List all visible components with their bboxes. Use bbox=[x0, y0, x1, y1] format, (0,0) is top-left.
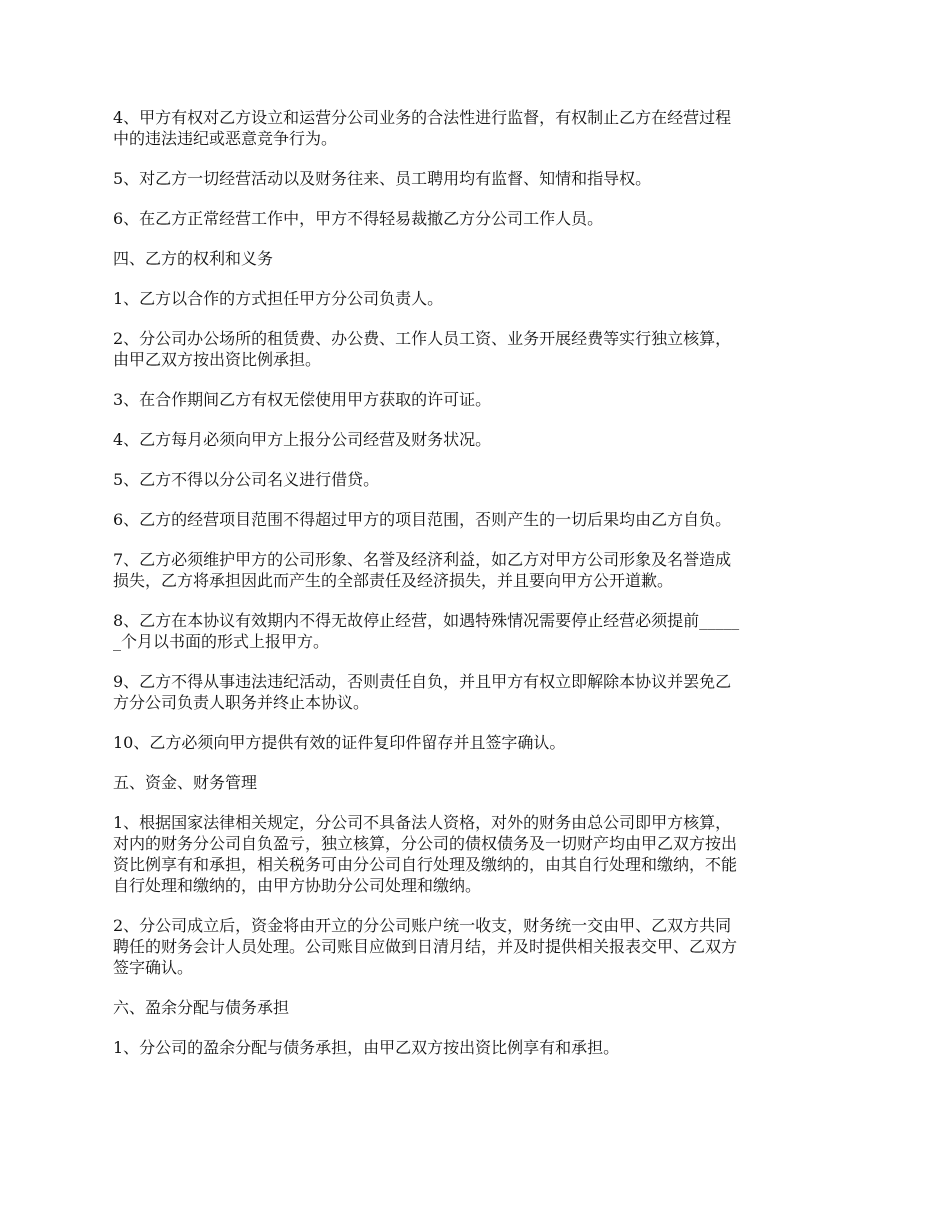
paragraph bbox=[113, 549, 840, 591]
text-line: 由甲乙双方按出资比例承担。 bbox=[113, 350, 322, 369]
text-line: 6、在乙方正常经营工作中，甲方不得轻易裁撤乙方分公司工作人员。 bbox=[113, 209, 604, 228]
paragraph bbox=[113, 208, 840, 229]
text-line: 1、乙方以合作的方式担任甲方分公司负责人。 bbox=[113, 289, 444, 308]
text-line: 9、乙方不得从事违法违纪活动，否则责任自负，并且甲方有权立即解除本协议并罢免乙 bbox=[113, 672, 732, 691]
text-line: _个月以书面的形式上报甲方。 bbox=[113, 632, 330, 651]
document-body bbox=[113, 107, 840, 1077]
text-line: 自行处理和缴纳的，由甲方协助分公司处理和缴纳。 bbox=[113, 876, 482, 895]
text-line: 1、根据国家法律相关规定，分公司不具备法人资格，对外的财务由总公司即甲方核算， bbox=[113, 813, 732, 832]
text-line: 2、分公司成立后，资金将由开立的分公司账户统一收支，财务统一交由甲、乙双方共同 bbox=[113, 916, 732, 935]
text-line: 对内的财务分公司自负盈亏，独立核算，分公司的债权债务及一切财产均由甲乙双方按出 bbox=[113, 834, 738, 853]
paragraph bbox=[113, 168, 840, 189]
text-line: 5、对乙方一切经营活动以及财务往来、员工聘用均有监督、知情和指导权。 bbox=[113, 169, 652, 188]
paragraph bbox=[113, 1037, 840, 1058]
paragraph bbox=[113, 429, 840, 450]
paragraph bbox=[113, 812, 840, 896]
paragraph bbox=[113, 610, 840, 652]
text-line: 2、分公司办公场所的租赁费、办公费、工作人员工资、业务开展经费等实行独立核算， bbox=[113, 329, 732, 348]
text-line: 10、乙方必须向甲方提供有效的证件复印件留存并且签字确认。 bbox=[113, 733, 566, 752]
text-line: 损失，乙方将承担因此而产生的全部责任及经济损失，并且要向甲方公开道歉。 bbox=[113, 571, 674, 590]
paragraph bbox=[113, 509, 840, 530]
text-line: 中的违法违纪或恶意竞争行为。 bbox=[113, 129, 338, 148]
section-heading bbox=[113, 997, 840, 1018]
text-line: 4、甲方有权对乙方设立和运营分公司业务的合法性进行监督，有权制止乙方在经营过程 bbox=[113, 108, 732, 127]
text-line: 8、乙方在本协议有效期内不得无故停止经营，如遇特殊情况需要停止经营必须提前_____ bbox=[113, 611, 740, 630]
text-line: 3、在合作期间乙方有权无偿使用甲方获取的许可证。 bbox=[113, 390, 492, 409]
text-line: 7、乙方必须维护甲方的公司形象、名誉及经济利益，如乙方对甲方公司形象及名誉造成 bbox=[113, 550, 732, 569]
paragraph bbox=[113, 389, 840, 410]
text-line: 1、分公司的盈余分配与债务承担，由甲乙双方按出资比例享有和承担。 bbox=[113, 1038, 620, 1057]
text-line: 四、乙方的权利和义务 bbox=[113, 249, 274, 268]
text-line: 方分公司负责人职务并终止本协议。 bbox=[113, 693, 370, 712]
paragraph bbox=[113, 328, 840, 370]
paragraph bbox=[113, 671, 840, 713]
section-heading bbox=[113, 248, 840, 269]
text-line: 聘任的财务会计人员处理。公司账目应做到日清月结，并及时提供相关报表交甲、乙双方 bbox=[113, 937, 738, 956]
text-line: 签字确认。 bbox=[113, 958, 194, 977]
text-line: 6、乙方的经营项目范围不得超过甲方的项目范围，否则产生的一切后果均由乙方自负。 bbox=[113, 510, 732, 529]
section-heading bbox=[113, 772, 840, 793]
text-line: 资比例享有和承担，相关税务可由分公司自行处理及缴纳的，由其自行处理和缴纳，不能 bbox=[113, 855, 738, 874]
text-line: 4、乙方每月必须向甲方上报分公司经营及财务状况。 bbox=[113, 430, 492, 449]
paragraph bbox=[113, 732, 840, 753]
text-line: 六、盈余分配与债务承担 bbox=[113, 998, 290, 1017]
text-line: 五、资金、财务管理 bbox=[113, 773, 258, 792]
paragraph bbox=[113, 469, 840, 490]
paragraph bbox=[113, 288, 840, 309]
paragraph bbox=[113, 107, 840, 149]
paragraph bbox=[113, 915, 840, 978]
text-line: 5、乙方不得以分公司名义进行借贷。 bbox=[113, 470, 380, 489]
